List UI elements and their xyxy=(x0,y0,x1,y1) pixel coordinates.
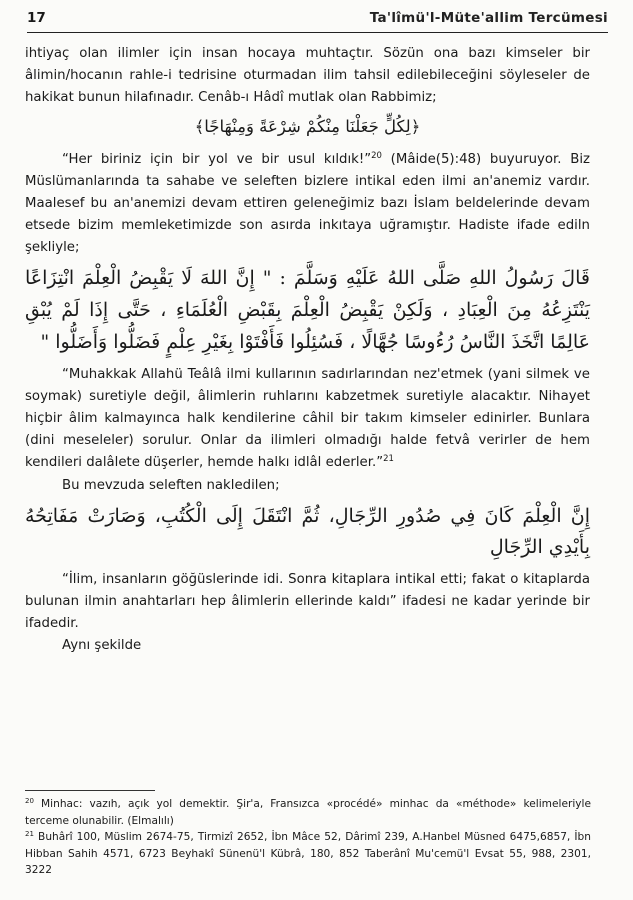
paragraph-saying-translation: “İlim, insanların göğüslerinde idi. Sonra kitaplara intikal etti; fakat o kitaplarda bulunan ilmin anahtarları hep âlimlerin ellerinde kaldı” ifadesi ne kadar yerinde bir ifadedir. xyxy=(25,571,590,632)
paragraph-continuation: Aynı şekilde xyxy=(62,638,142,654)
footnote-ref-20[interactable]: 20 xyxy=(371,150,382,161)
page-header xyxy=(27,8,608,33)
quran-verse: ﴿لِكُلٍّ جَعَلْنَا مِنْكُمْ شِرْعَةً وَمِنْهَاجًا﴾ xyxy=(194,116,421,136)
verse-translation-quote: “Her biriniz için bir yol ve bir usul kıldık!” xyxy=(62,151,372,167)
paragraph-intro: ihtiyaç olan ilimler için insan hocaya muhtaçtır. Sözün ona bazı kimseler bir âlimin/hocanın rahle-i tedrisine oturmadan ilim tahsil edilebileceğini söyleseler de hakikat bunun hilafınadır. Cenâb-ı Hâdî mutlak olan Rabbimiz; xyxy=(25,46,590,106)
footnote-20 xyxy=(25,796,591,829)
salaf-saying-arabic: إِنَّ الْعِلْمَ كَانَ فِي صُدُورِ الرِّجَالِ، ثُمَّ انْتَقَلَ إِلَى الْكُتُبِ، وَصَارَتْ مَفَاتِحُهُ بِأَيْدِي الرِّجَالِ xyxy=(25,504,590,558)
page-number: 17 xyxy=(27,10,46,26)
footnotes xyxy=(25,796,591,879)
verse-translation-rest: (Mâide(5):48) buyuruyor. Biz Müslümanlarında ta sahabe ve seleften bizlere intikal eden ilmi an'anemiz vardır. Maalesef bu an'anemizi devam ettiren geleneğimiz bazı İslam beldelerinde devam etsede bizim memleketimizde son asırda inkıtaya uğramıştır. Hadiste ifade ediln şekliyle; xyxy=(25,151,590,256)
hadith-translation-text: “Muhakkak Allahü Teâlâ ilmi kullarının sadırlarından nez'etmek (yani silmek ve soymak) suretiyle değil, âlimlerin ruhlarını kabzetmek suretiyle alacaktır. Nihayet hiçbir âlim kalmayınca halk kendilerine câhil bir takım kimseler edinirler. Bunlara (dini meseleler) sorulur. Onlar da ilimleri olmadığı halde fetvâ verirler de hem kendileri dalâlete düşerler, hemde halkı idlâl ederler.” xyxy=(25,366,590,471)
footnote-divider xyxy=(25,790,155,791)
footnote-number: 21 xyxy=(25,830,34,839)
footnote-21 xyxy=(25,829,591,879)
paragraph-salaf-intro: Bu mevzuda seleften nakledilen; xyxy=(62,477,280,493)
running-title: Ta'lîmü'l-Müte'allim Tercümesi xyxy=(369,10,608,26)
paragraph-hadith-translation xyxy=(25,364,590,475)
footnote-ref-21[interactable]: 21 xyxy=(383,454,394,465)
footnote-text: Minhac: vazıh, açık yol demektir. Şir'a, Fransızca «procédé» minhac da «méthode» kelimeleriyle terceme olunabilir. (Elmalılı) xyxy=(25,798,591,827)
paragraph-verse-translation xyxy=(25,149,590,260)
footnote-number: 20 xyxy=(25,797,34,805)
footnote-text: Buhârî 100, Müslim 2674-75, Tirmizî 2652, İbn Mâce 52, Dârimî 239, A.Hanbel Müsned 6475,6857, İbn Hibban Sahih 4571, 6723 Beyhakî Sünenü'l Kübrâ, 180, 852 Taberânî Mu'cemü'l Evsat 55, 988, 2301, 3222 xyxy=(25,831,591,877)
body-text xyxy=(25,43,590,658)
hadith-arabic: قَالَ رَسُولُ اللهِ صَلَّى اللهُ عَلَيْهِ وَسَلَّمَ : " إِنَّ اللهَ لَا يَقْبِضُ الْعِلْمَ انْتِزَاعًا يَنْتَزِعُهُ مِنَ الْعِبَادِ ، وَلَكِنْ يَقْبِضُ الْعِلْمَ بِقَبْضِ الْعُلَمَاءِ ، حَتَّى إِذَا لَمْ يُبْقِ عَالِمًا اتَّخَذَ النَّاسُ رُءُوسًا جُهَّالًا ، فَسُئِلُوا فَأَفْتَوْا بِغَيْرِ عِلْمٍ فَضَلُّوا وَأَضَلُّوا " xyxy=(25,266,590,353)
